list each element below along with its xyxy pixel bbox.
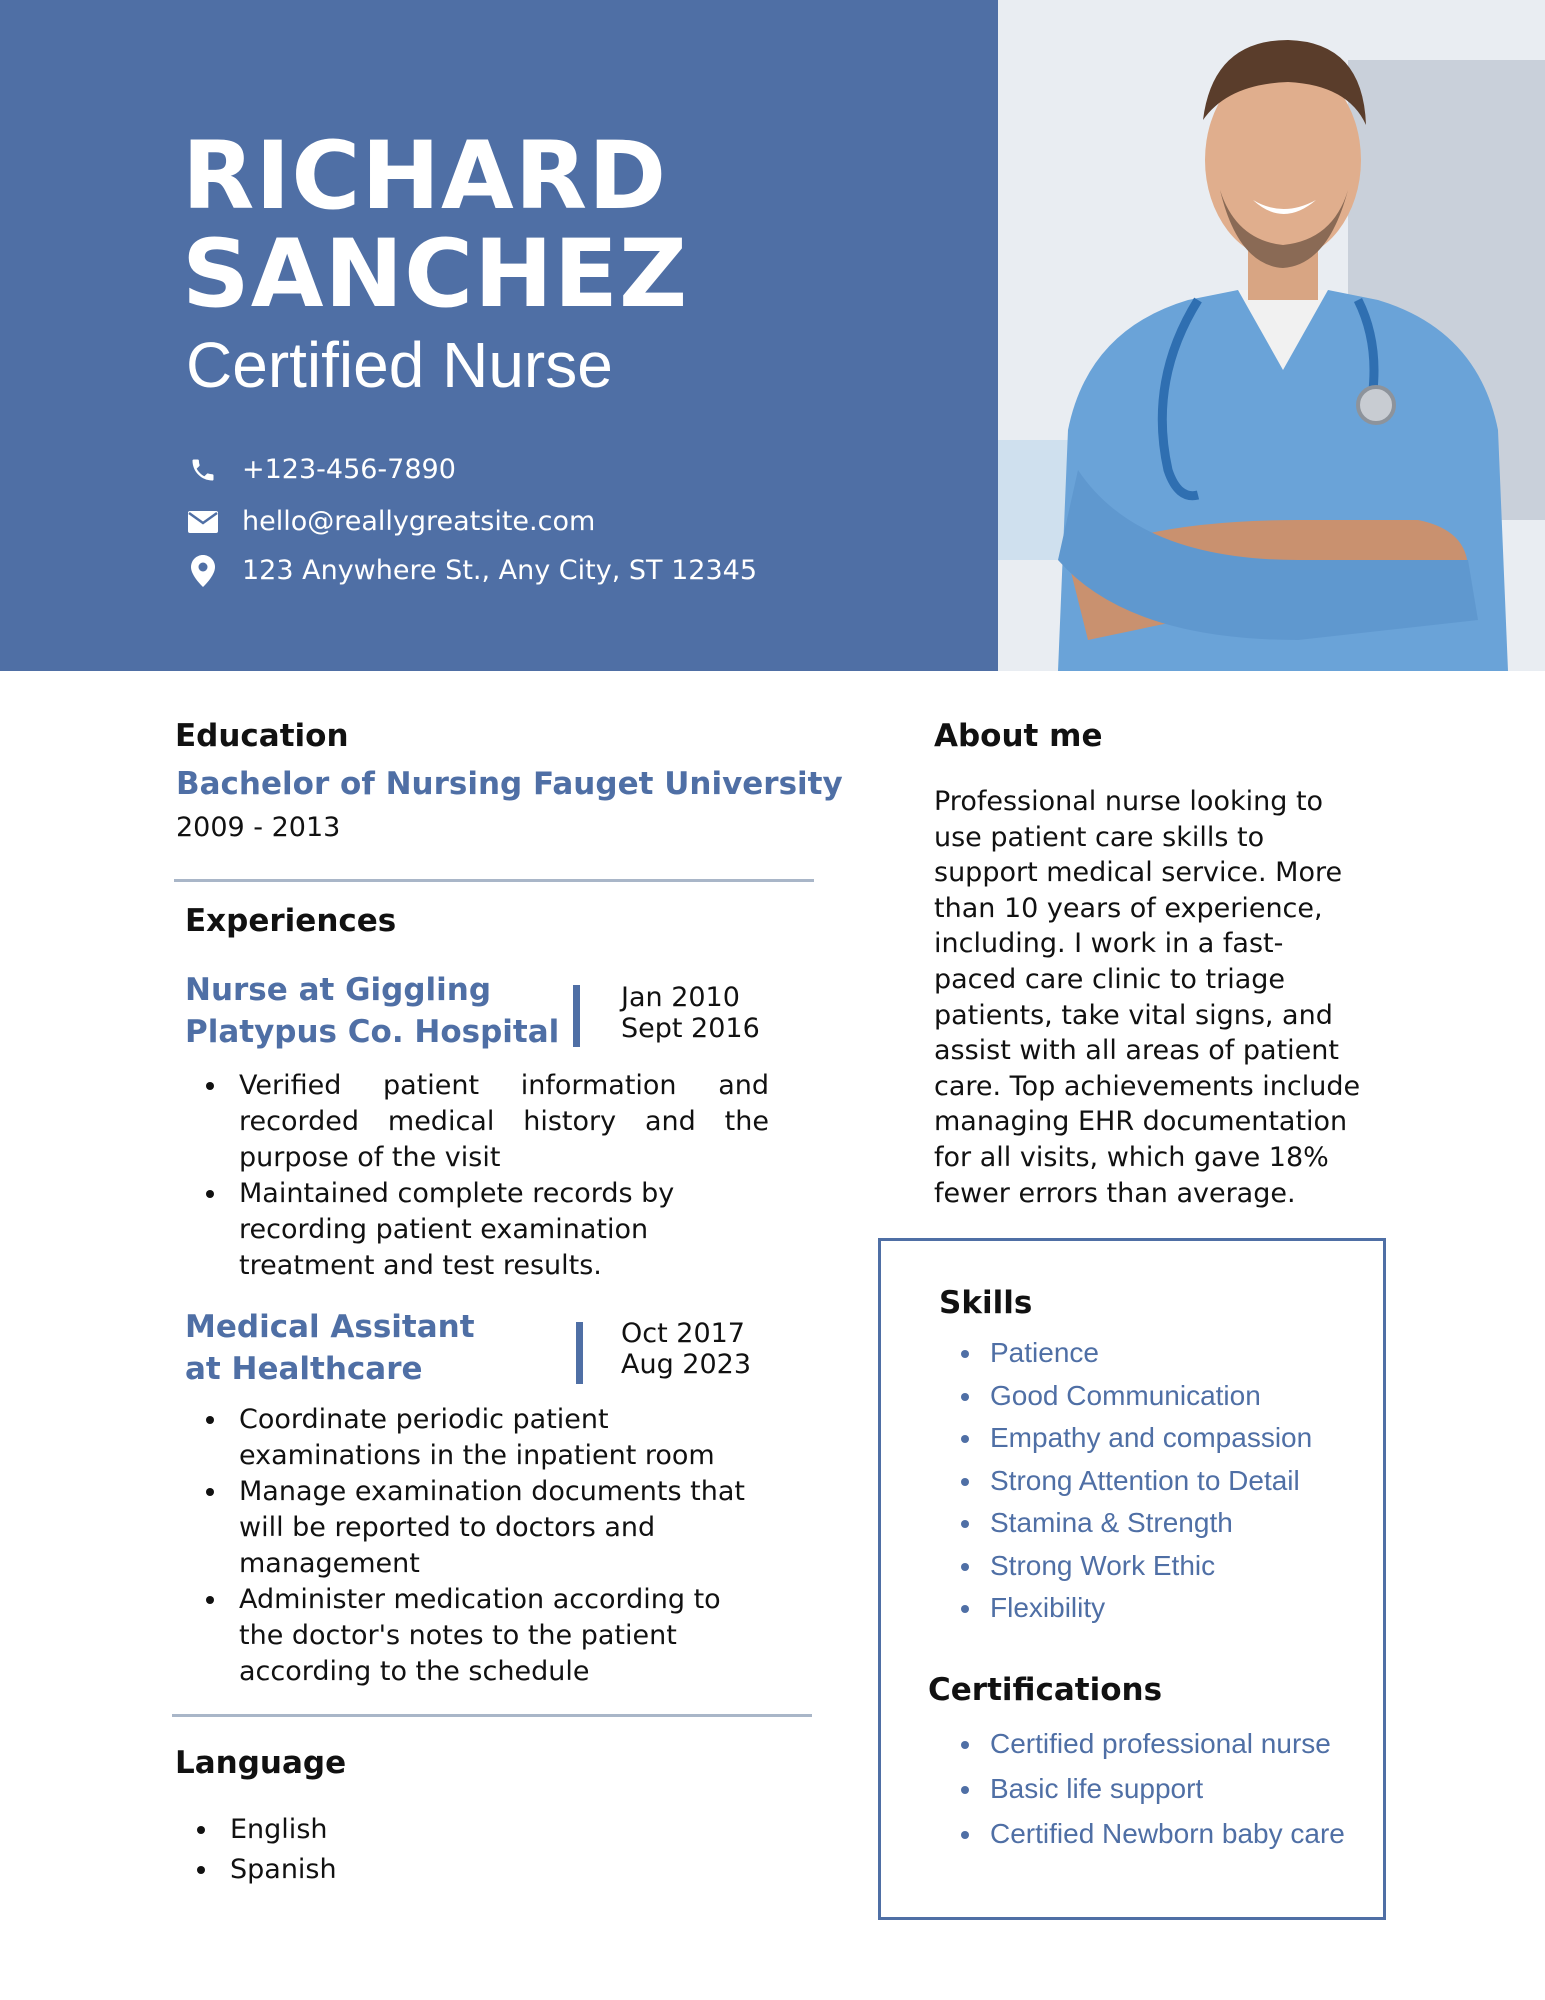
experience-2-role	[185, 1306, 475, 1390]
experience-2-dates	[621, 1318, 751, 1380]
contact-address	[188, 555, 757, 586]
address-text: 123 Anywhere St., Any City, ST 12345	[242, 555, 757, 586]
list-item: • Administer medication according to the doctor's notes to the patient according to the schedule	[229, 1582, 769, 1690]
list-item: • Stamina & Strength	[984, 1502, 1312, 1545]
experience-2-end: Aug 2023	[621, 1349, 752, 1380]
list-item: • Certified professional nurse	[984, 1726, 1374, 1762]
contact-phone	[188, 454, 456, 485]
last-name: SANCHEZ	[182, 220, 689, 329]
list-item: • Good Communication	[984, 1375, 1312, 1418]
first-name: RICHARD	[182, 122, 668, 231]
phone-number[interactable]: +123-456-7890	[242, 454, 456, 485]
list-item: • English	[220, 1810, 337, 1850]
list-item: • Spanish	[220, 1850, 337, 1890]
experience-1-role-line1: Nurse at Giggling	[185, 972, 492, 1008]
certifications-heading: Certifications	[928, 1672, 1163, 1708]
experience-2-role-line1: Medical Assitant	[185, 1309, 475, 1345]
divider-experiences	[172, 1714, 812, 1717]
language-heading: Language	[175, 1745, 347, 1781]
about-heading: About me	[934, 718, 1103, 754]
experience-2-accent-bar	[576, 1322, 583, 1384]
divider-education	[174, 879, 814, 882]
experience-1-bullets	[197, 1068, 769, 1284]
education-degree: Bachelor of Nursing Fauget University	[176, 766, 843, 802]
list-item: • Maintained complete records by recording patient examination treatment and test results.	[229, 1176, 769, 1284]
experience-1-start: Jan 2010	[621, 982, 740, 1013]
skills-list	[940, 1332, 1312, 1630]
certifications-list	[940, 1726, 1374, 1861]
nurse-portrait	[998, 0, 1545, 671]
list-item: • Manage examination documents that will be reported to doctors and management	[229, 1474, 769, 1582]
envelope-icon	[188, 507, 218, 537]
phone-icon	[188, 455, 218, 485]
education-heading: Education	[175, 718, 349, 754]
about-text: Professional nurse looking to use patient care skills to support medical service. More than 10 years of experience, including. I work in a fast-paced care clinic to triage patients, take vital signs, and assist with all areas of patient care. Top achievements include managing EHR documentation for all visits, which gave 18% fewer errors than average.	[934, 786, 1361, 1209]
header-band	[0, 0, 998, 671]
list-item: • Coordinate periodic patient examinations in the inpatient room	[229, 1402, 769, 1474]
contact-email	[188, 506, 595, 537]
list-item: • Basic life support	[984, 1771, 1374, 1807]
language-list	[188, 1810, 337, 1890]
list-item: • Strong Work Ethic	[984, 1545, 1312, 1588]
full-name	[182, 122, 689, 329]
experience-1-dates	[621, 982, 760, 1044]
list-item: • Verified patient information and recorded medical history and the purpose of the visit	[229, 1068, 769, 1176]
email-address[interactable]: hello@reallygreatsite.com	[242, 506, 596, 537]
experience-1-end: Sept 2016	[621, 1013, 760, 1044]
skills-heading: Skills	[939, 1285, 1033, 1321]
experience-2-start: Oct 2017	[621, 1318, 745, 1349]
list-item: • Empathy and compassion	[984, 1417, 1312, 1460]
experience-1-accent-bar	[573, 985, 580, 1047]
list-item: • Flexibility	[984, 1587, 1312, 1630]
map-pin-icon	[188, 556, 218, 586]
experience-2-role-line2: at Healthcare	[185, 1351, 423, 1387]
experience-2-bullets	[197, 1402, 769, 1690]
experience-1-role	[185, 969, 559, 1053]
job-title: Certified Nurse	[186, 329, 613, 401]
experiences-heading: Experiences	[185, 903, 397, 939]
list-item: • Certified Newborn baby care	[984, 1816, 1374, 1852]
list-item: • Strong Attention to Detail	[984, 1460, 1312, 1503]
experience-1-role-line2: Platypus Co. Hospital	[185, 1014, 560, 1050]
education-years: 2009 - 2013	[176, 812, 341, 843]
list-item: • Patience	[984, 1332, 1312, 1375]
